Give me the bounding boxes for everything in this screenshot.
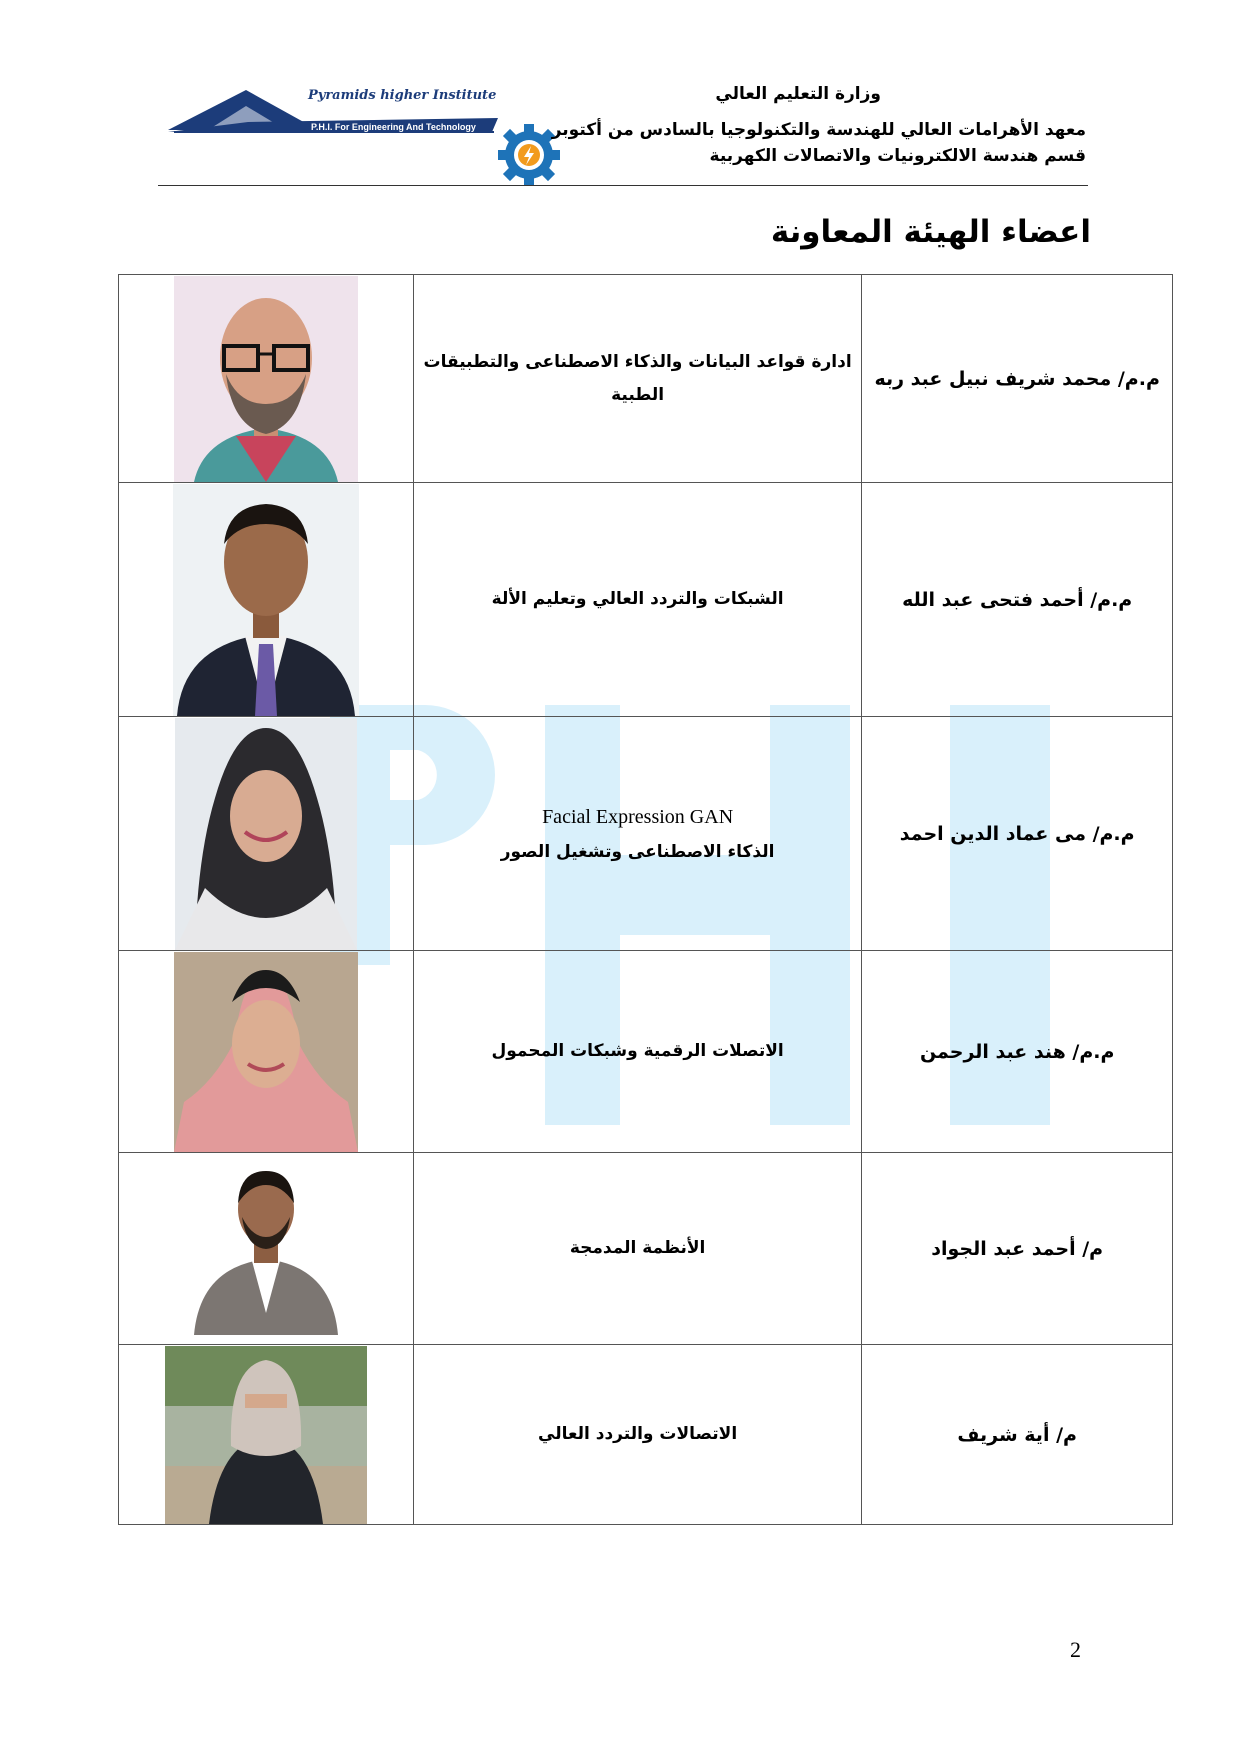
- photo-cell: [119, 1153, 414, 1345]
- member-photo: [165, 1346, 367, 1524]
- specialization-text: الأنظمة المدمجة: [569, 1238, 706, 1259]
- table-row: [119, 951, 1173, 1153]
- table-row: [119, 275, 1173, 483]
- specialization-text: الشبكات والتردد العالي وتعليم الألة: [491, 589, 784, 610]
- table-row: [119, 1153, 1173, 1345]
- table-row: [119, 717, 1173, 951]
- photo-cell: [119, 275, 414, 483]
- specialization-text: الاتصلات الرقمية وشبكات المحمول: [491, 1041, 784, 1062]
- specialization-text: الذكاء الاصطناعى وتشغيل الصور: [500, 842, 775, 863]
- specialization-cell: [413, 483, 861, 717]
- institute-logo: [168, 88, 498, 140]
- logo-name: Pyramids higher Institute: [308, 88, 497, 103]
- photo-cell: [119, 951, 414, 1153]
- name-cell: [862, 951, 1173, 1153]
- specialization-cell: [413, 275, 861, 483]
- member-photo: [190, 1163, 342, 1335]
- member-name: م/ أية شريف: [957, 1423, 1077, 1446]
- specialization-text: ادارة قواعد البيانات والذكاء الاصطناعى والتطبيقات الطبية: [423, 352, 852, 405]
- name-cell: [862, 1345, 1173, 1525]
- table-row: [119, 483, 1173, 717]
- page-number: 2: [1070, 1637, 1081, 1662]
- photo-cell: [119, 1345, 414, 1525]
- logo-tagline: P.H.I. For Engineering And Technology: [311, 122, 476, 132]
- specialization-english: Facial Expression GAN: [542, 806, 734, 829]
- staff-table: [118, 274, 1173, 1525]
- specialization-cell: [413, 717, 861, 951]
- institute-name: معهد الأهرامات العالي للهندسة والتكنولوجيا بالسادس من أكتوبر: [551, 120, 1086, 140]
- member-photo: [175, 718, 357, 950]
- specialization-cell: [413, 1345, 861, 1525]
- member-photo: [173, 484, 359, 716]
- member-name: م.م/ هند عبد الرحمن: [919, 1040, 1115, 1063]
- page-title: اعضاء الهيئة المعاونة: [770, 214, 1091, 250]
- table-row: [119, 1345, 1173, 1525]
- header-text: [486, 84, 1086, 166]
- specialization-cell: [413, 1153, 861, 1345]
- name-cell: [862, 1153, 1173, 1345]
- member-photo: [174, 952, 358, 1152]
- member-name: م/ أحمد عبد الجواد: [931, 1237, 1104, 1260]
- member-name: م.م/ محمد شريف نبيل عبد ربه: [874, 367, 1160, 390]
- name-cell: [862, 483, 1173, 717]
- department-name: قسم هندسة الالكترونيات والاتصالات الكهربية: [709, 146, 1086, 166]
- member-name: م.م/ أحمد فتحى عبد الله: [902, 588, 1133, 611]
- specialization-text: الاتصالات والتردد العالي: [538, 1424, 738, 1445]
- photo-cell: [119, 483, 414, 717]
- name-cell: [862, 717, 1173, 951]
- specialization-cell: [413, 951, 861, 1153]
- name-cell: [862, 275, 1173, 483]
- ministry-name: وزارة التعليم العالي: [715, 84, 881, 104]
- member-name: م.م/ مى عماد الدين احمد: [899, 822, 1135, 845]
- member-photo: [174, 276, 358, 482]
- photo-cell: [119, 717, 414, 951]
- header-divider: [158, 185, 1088, 186]
